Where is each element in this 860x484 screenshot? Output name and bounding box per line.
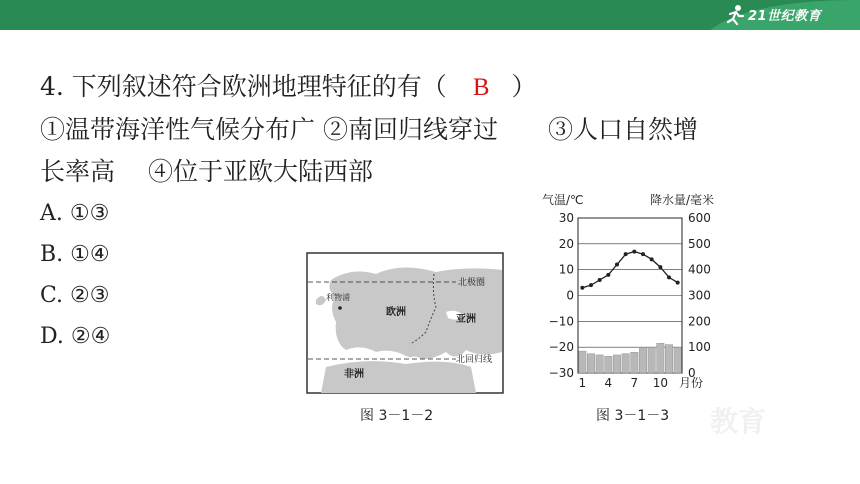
question-line-3: 长率高 ④位于亚欧大陆西部 (40, 157, 373, 186)
left-axis-title: 气温/℃ (542, 193, 584, 207)
left-tick-label: 10 (558, 262, 574, 277)
temperature-point (650, 257, 654, 261)
precip-bar (622, 354, 629, 373)
temperature-point (676, 281, 680, 285)
option-label: D. (40, 324, 64, 349)
x-tick-label: 10 (652, 376, 668, 390)
precip-bar (648, 347, 655, 373)
runner-logo-icon (724, 4, 746, 26)
temperature-point (632, 250, 636, 254)
watermark (700, 396, 840, 456)
option-b[interactable] (40, 240, 110, 270)
left-tick-label: 0 (566, 288, 574, 303)
answer-letter: B (472, 74, 490, 101)
option-a[interactable] (40, 199, 109, 229)
temperature-point (606, 273, 610, 277)
right-tick-label: 500 (688, 236, 711, 251)
temperature-point (667, 275, 671, 279)
precip-bar (639, 348, 646, 373)
left-tick-label: −20 (548, 340, 574, 355)
map-label-liverpool: 利物浦 (326, 293, 350, 302)
precip-bar (631, 352, 638, 373)
chart-caption: 图 3－1－3 (596, 408, 670, 424)
temperature-point (598, 278, 602, 282)
left-tick-label: 20 (558, 236, 574, 251)
precip-bar (674, 347, 681, 373)
map-label-arctic-circle: 北极圈 (458, 278, 486, 288)
left-tick-label: −10 (548, 314, 574, 329)
x-tick-label: 1 (578, 376, 587, 390)
liverpool-marker (338, 306, 342, 310)
climate-chart (540, 190, 740, 400)
question-line-1 (40, 70, 537, 105)
precip-bar (579, 351, 586, 373)
option-d[interactable] (40, 322, 110, 352)
option-label: A. (40, 201, 63, 226)
question-stem: 4. 下列叙述符合欧洲地理特征的有（ (40, 72, 447, 101)
option-label: B. (40, 242, 64, 267)
map-label-asia: 亚洲 (456, 314, 476, 325)
temperature-point (658, 265, 662, 269)
temperature-point (641, 252, 645, 256)
map-label-africa: 非洲 (344, 369, 364, 380)
right-tick-label: 600 (688, 211, 711, 225)
question-close-paren: ） (511, 72, 537, 101)
temperature-point (580, 286, 584, 290)
right-tick-label: 200 (688, 314, 711, 329)
precip-bar (657, 343, 664, 373)
map-caption: 图 3－1－2 (360, 408, 434, 424)
x-tick-label: 4 (604, 376, 613, 390)
temperature-point (589, 283, 593, 287)
x-tick-label: 7 (630, 376, 639, 390)
temperature-point (615, 263, 619, 267)
right-tick-label: 400 (688, 262, 711, 277)
option-text: ①③ (69, 201, 110, 226)
question-line-2: ①温带海洋性气候分布广 ②南回归线穿过 ③人口自然增 (40, 115, 698, 144)
left-tick-label: −30 (548, 366, 574, 380)
precip-bar (613, 355, 620, 373)
map-label-europe: 欧洲 (386, 307, 406, 318)
svg-text:教育: 教育 (710, 405, 767, 438)
right-tick-label: 100 (688, 340, 711, 355)
right-axis-title: 降水量/毫米 (650, 193, 715, 207)
option-c[interactable] (40, 281, 110, 311)
right-tick-label: 0 (688, 366, 696, 380)
brand-logo-text: 21世纪教育 (748, 9, 822, 24)
map-label-tropic: 北回归线 (456, 355, 493, 365)
europe-map (306, 252, 504, 394)
right-tick-label: 300 (688, 288, 711, 303)
precip-bar (605, 356, 612, 373)
temperature-point (624, 252, 628, 256)
left-tick-label: 30 (558, 211, 574, 225)
x-unit-label: 月份 (679, 376, 704, 390)
precip-bar (596, 355, 603, 373)
option-label: C. (40, 283, 64, 308)
option-text: ①④ (70, 242, 110, 267)
precip-bar (587, 354, 594, 373)
precip-bar (665, 345, 672, 373)
option-text: ②④ (70, 324, 111, 349)
option-text: ②③ (70, 283, 110, 308)
